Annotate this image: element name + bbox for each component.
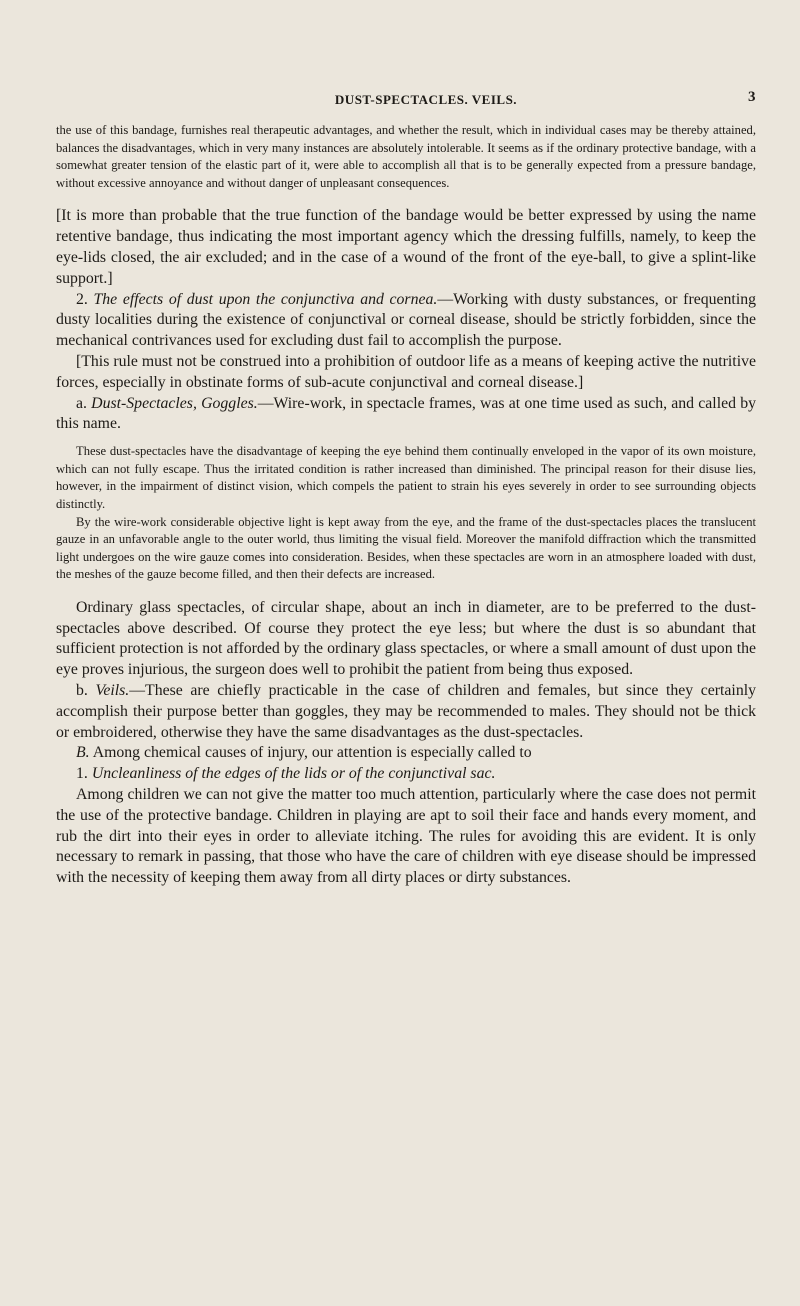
section-B-chemical-causes	[56, 743, 756, 764]
running-head	[96, 89, 756, 110]
section-title: Veils.	[95, 682, 130, 700]
paragraph-children: Among children we can not give the matter too much attention, particularly where the case does not permit the use of the protective bandage. Children in playing are apt to soil their face and hands every moment, and rub the dirt into their eyes in order to alleviate itching. The rules for avoiding this are evident. It is only necessary to remark in passing, that those who have the care of children with eye disease should be impressed with the necessity of keeping them away from all dirty places or dirty substances.	[56, 786, 756, 887]
running-head-title: DUST-SPECTACLES. VEILS.	[334, 92, 518, 107]
section-1-uncleanliness	[56, 764, 756, 785]
section-text: —These are chiefly practicable in the case of children and females, but since they certainly accomplish their purpose better than goggles, they may be recommended to males. They should not be thick or embroidered, otherwise they have the same disadvantages as the dust-spectacles.	[56, 682, 757, 741]
section-title: Uncleanliness of the edges of the lids or of the conjunctival sac.	[91, 765, 496, 783]
section-number: a.	[76, 394, 87, 412]
section-text: Among chemical causes of injury, our attention is especially called to	[92, 744, 532, 762]
section-number: b.	[76, 682, 88, 700]
section-number: 1.	[76, 765, 88, 783]
paragraph-outdoor-life: [This rule must not be construed into a prohibition of outdoor life as a means of keeping active the nutritive forces, especially in obstinate forms of sub-acute conjunctival and corneal disease.]	[56, 352, 756, 391]
section-b-veils	[56, 681, 756, 743]
paragraph-bandage-continued: the use of this bandage, furnishes real therapeutic advantages, and whether the result, which in individual cases may be thereby attained, balances the disadvantages, which in very many instances are absolutely intolerable. It seems as if the ordinary protective bandage, with a somewhat greater tension of the elastic part of it, were able to accomplish all that is to be generally expected from a pressure bandage, without excessive annoyance and without danger of unpleasant consequences.	[56, 123, 756, 190]
section-number: 2.	[76, 290, 88, 308]
section-number: B.	[76, 744, 90, 762]
section-a-dust-spectacles	[56, 394, 756, 436]
section-text: —Working with dusty substances, or frequenting dusty localities during the existence of conjunctival or corneal disease, should be strictly forbidden, since the mechanical contrivances used for excluding dust fail to accomplish the purpose.	[56, 290, 756, 350]
section-text: —Wire-work, in spectacle frames, was at one time used as such, and called by this name.	[56, 394, 756, 433]
page-number: 3	[748, 89, 756, 105]
paragraph-wire-work: By the wire-work considerable objective light is kept away from the eye, and the frame of the dust-spectacles places the translucent gauze in an unfavorable angle to the outer world, thus limiting the visual field. Moreover the manifold diffraction which the transmitted light undergoes on the wire gauze comes into consideration. Besides, when these spectacles are worn in an atmosphere loaded with dust, the meshes of the gauze become filled, and then their defects are increased.	[56, 514, 756, 582]
section-2-dust-effects	[56, 290, 756, 352]
section-title: Dust-Spectacles, Goggles.	[91, 394, 258, 412]
paragraph-retentive-bandage: [It is more than probable that the true function of the bandage would be better expressed by using the name retentive bandage, thus indicating the most important agency which the dressing fulfills, namely, to keep the eye-lids closed, the air excluded; and in the case of a wound of the front of the eye-ball, to give a splint-like support.]	[56, 207, 756, 287]
paragraph-glass-spectacles: Ordinary glass spectacles, of circular shape, about an inch in diameter, are to be preferred to the dust-spectacles above described. Of course they protect the eye less; but where the dust is so abundant that sufficient protection is not afforded by the ordinary glass spectacles, or where a small amount of dust upon the eye proves injurious, the surgeon does well to prohibit the patient from being thus exposed.	[56, 598, 756, 679]
paragraph-spectacles-disadvantage: These dust-spectacles have the disadvantage of keeping the eye behind them continually enveloped in the vapor of its own moisture, which can not fully escape. Thus the irritated condition is rather increased than diminished. The principal reason for their disuse lies, however, in the impairment of distinct vision, which compels the patient to strain his eyes severely in order to see surrounding objects distinctly.	[56, 444, 756, 511]
section-title: The effects of dust upon the conjunctiva and cornea.	[93, 290, 438, 308]
